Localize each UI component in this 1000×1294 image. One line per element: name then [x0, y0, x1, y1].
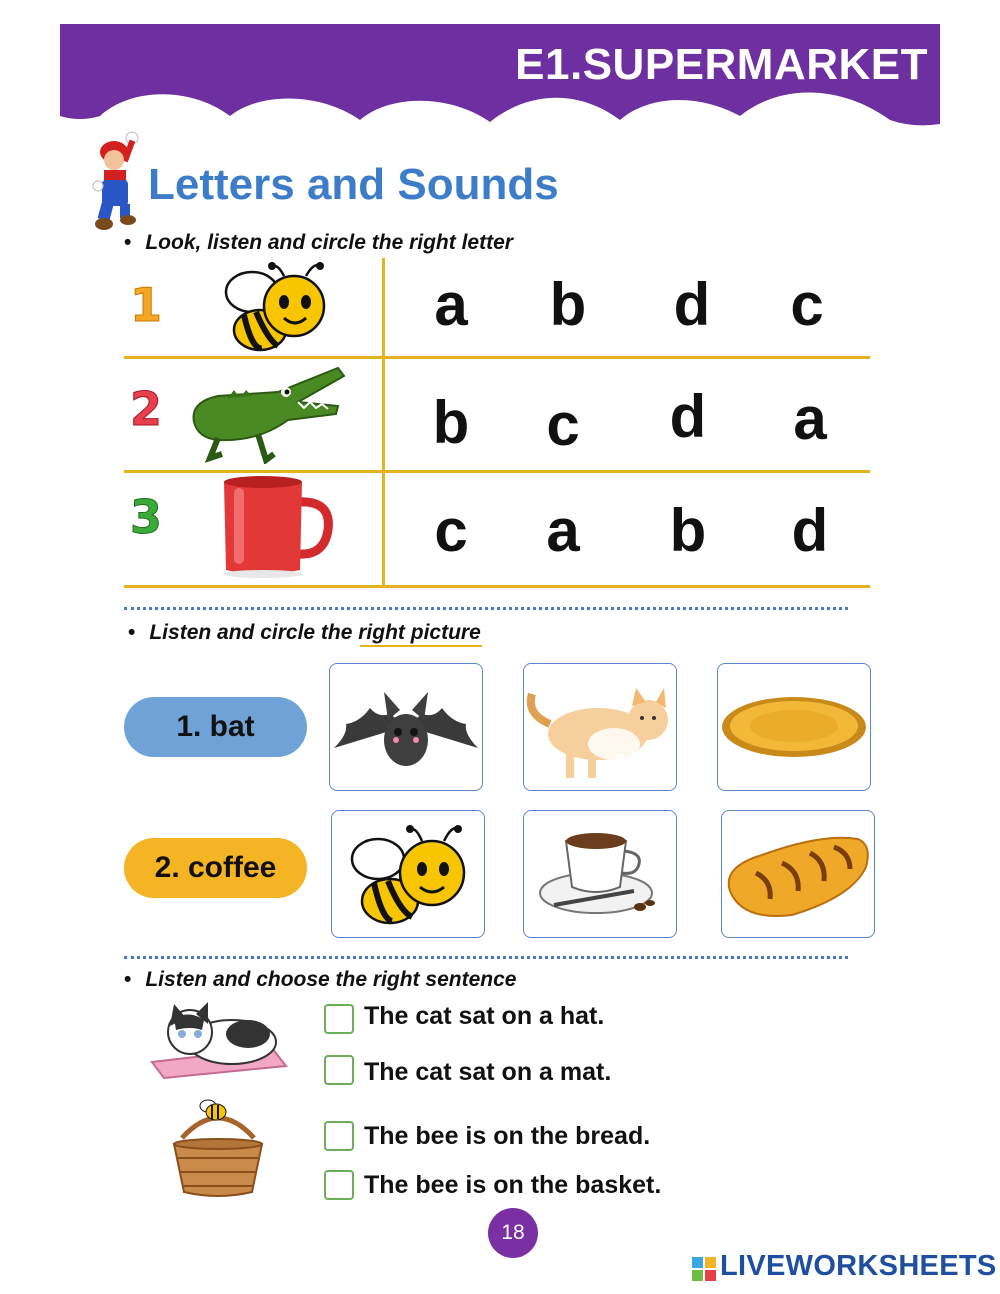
- letter-option[interactable]: a: [434, 271, 468, 338]
- letter-option[interactable]: d: [673, 271, 711, 338]
- picture-option-cat[interactable]: [523, 663, 677, 791]
- letter-option[interactable]: c: [434, 497, 468, 564]
- page-title: E1.SUPERMARKET: [515, 40, 928, 89]
- letter-option[interactable]: a: [546, 497, 580, 564]
- sentence-checkbox[interactable]: [324, 1121, 354, 1151]
- row-number: 3: [130, 490, 163, 544]
- letter-option[interactable]: d: [791, 497, 829, 564]
- mascot-icon: [92, 130, 142, 232]
- picture-option-plate[interactable]: [717, 663, 871, 791]
- table-line: [124, 470, 870, 473]
- table-divider: [382, 258, 385, 588]
- letter-option[interactable]: b: [549, 271, 587, 338]
- coffee-cup-icon: [524, 811, 676, 937]
- sentence-option: The bee is on the basket.: [364, 1171, 662, 1199]
- letter-option[interactable]: d: [669, 383, 707, 450]
- picture-option-bread[interactable]: [721, 810, 875, 938]
- row-number: 2: [130, 382, 163, 436]
- instruction-letters: • Look, listen and circle the right letter: [124, 231, 513, 255]
- cat-icon: [524, 664, 676, 790]
- page-number: 18: [488, 1208, 538, 1258]
- instruction-pictures: • Listen and circle the right picture: [128, 621, 481, 645]
- mug-icon: [218, 474, 336, 580]
- sentence-checkbox[interactable]: [324, 1004, 354, 1034]
- row-number: 1: [130, 278, 163, 332]
- cat-on-mat-icon: [144, 996, 290, 1080]
- sentence-option: The bee is on the bread.: [364, 1122, 651, 1150]
- word-pill-coffee: 2. coffee: [124, 838, 307, 898]
- picture-option-coffee[interactable]: [523, 810, 677, 938]
- crocodile-icon: [188, 362, 348, 464]
- section-divider: [124, 607, 848, 610]
- plate-icon: [718, 664, 870, 790]
- brand-name: LIVEWORKSHEETS: [720, 1250, 997, 1282]
- section-divider: [124, 956, 848, 959]
- instruction-sentences: • Listen and choose the right sentence: [124, 968, 516, 992]
- sentence-checkbox[interactable]: [324, 1170, 354, 1200]
- section-title: Letters and Sounds: [148, 160, 559, 209]
- bread-icon: [722, 811, 874, 937]
- sentence-checkbox[interactable]: [324, 1055, 354, 1085]
- word-pill-bat: 1. bat: [124, 697, 307, 757]
- bee-icon: [332, 811, 484, 937]
- picture-option-bat[interactable]: [329, 663, 483, 791]
- liveworksheets-logo-icon: [692, 1257, 716, 1281]
- sentence-option: The cat sat on a hat.: [364, 1002, 605, 1030]
- table-line: [124, 585, 870, 588]
- letter-option[interactable]: a: [793, 385, 827, 452]
- bee-icon: [222, 260, 332, 354]
- underline-mark: [360, 645, 482, 647]
- letter-option[interactable]: c: [546, 391, 580, 458]
- bat-icon: [330, 664, 482, 790]
- letter-option[interactable]: c: [790, 271, 824, 338]
- letter-option[interactable]: b: [432, 389, 470, 456]
- picture-option-bee[interactable]: [331, 810, 485, 938]
- table-line: [124, 356, 870, 359]
- letter-option[interactable]: b: [669, 497, 707, 564]
- sentence-option: The cat sat on a mat.: [364, 1058, 612, 1086]
- bee-on-basket-icon: [168, 1088, 268, 1200]
